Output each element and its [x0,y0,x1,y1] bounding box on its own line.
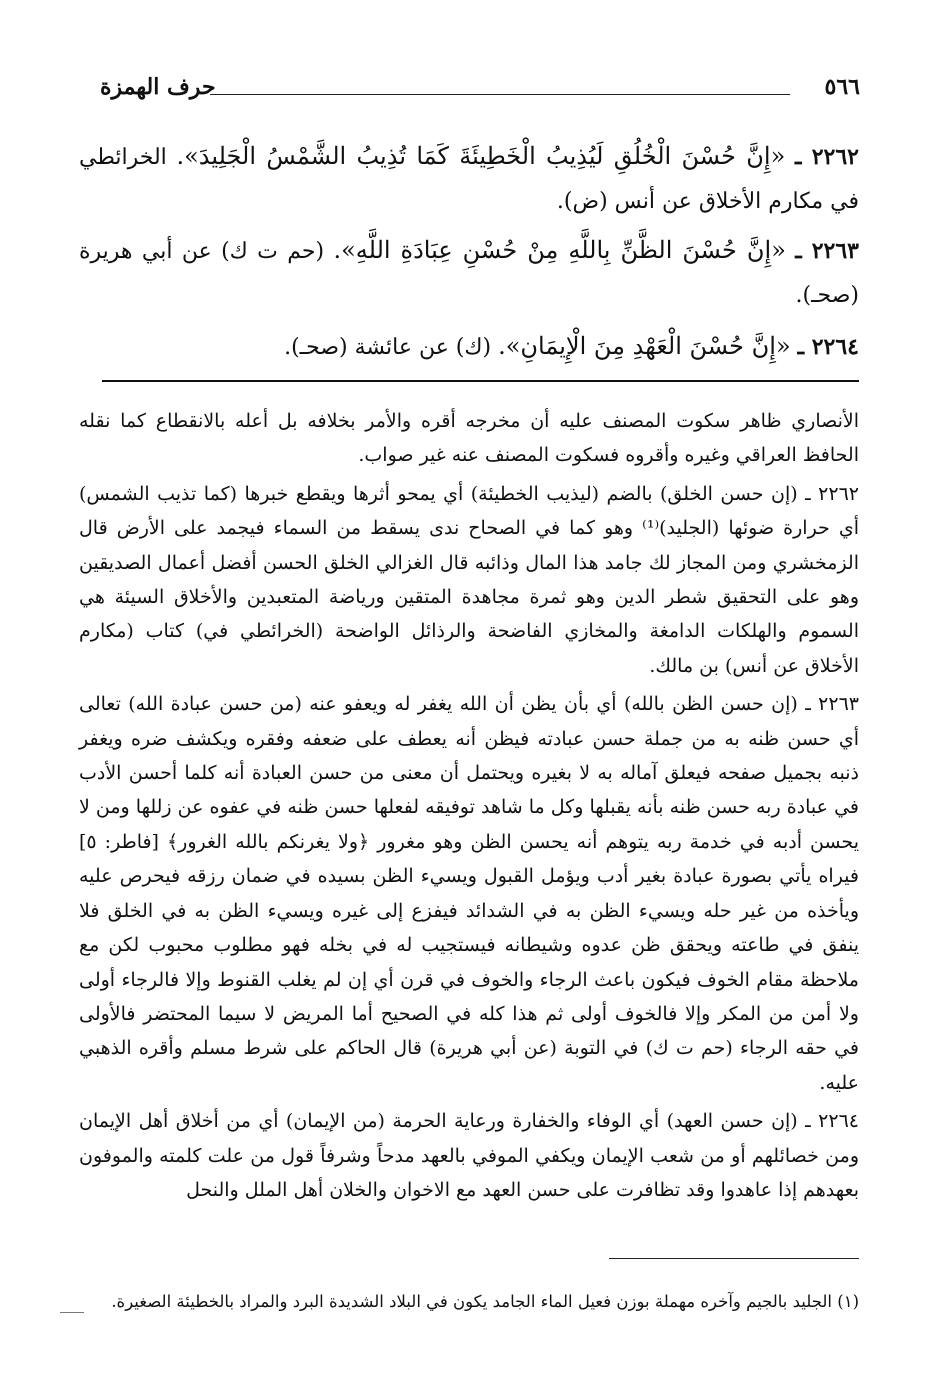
footnote-rule [609,1258,859,1259]
page-number: ٥٦٦ [824,74,860,100]
hadith-2262 [79,134,859,224]
hadith-number: ٢٢٦٢ ـ [794,144,859,170]
section-separator [102,380,859,382]
hadith-2264 [79,324,859,370]
margin-mark [60,1312,84,1313]
hadith-text: «إِنَّ حُسْنَ الْخُلُقِ لَيُذِيبُ الْخَطِيئَةَ كَمَا تُذِيبُ الشَّمْسُ الْجَلِيدَ». [176,142,786,170]
hadith-text: «إِنَّ حُسْنَ الظَّنِّ بِاللَّهِ مِنْ حُسْنِ عِبَادَةِ اللَّهِ». [333,236,786,264]
hadith-source: (ك) عن عائشة (صحـ). [284,335,492,360]
commentary-paragraph: ٢٢٦٣ ـ (إن حسن الظن بالله) أي بأن يظن أن الله يغفر له ويعفو عنه (من حسن عبادة الله) تعالى أي حسن ظنه به من جملة حسن عبادته فيظن أنه يعطف على ضعفه وفقره ويكشف ضره ويغفر ذنبه بجميل صفحه فيعلق آماله به لا بغيره ويحتمل أن معنى من حسن العبادة أنه كلما أحسن الأدب في عبادة ربه حسن ظنه بأنه يقبلها وكل ما شاهد توفيقه لفعلها حسن ظنه في عفوه عن زللها ومن لا يحسن أدبه في خدمة ربه يتوهم أنه يحسن الظن وهو مغرور ﴿ولا يغرنكم بالله الغرور﴾ [فاطر: ٥] فيراه يأتي بصورة عبادة بغير أدب ويؤمل القبول ويسيء الظن بسيده في ضمان رزقه فيحرص عليه ويأخذه من غير حله ويسيء الظن به في الشدائد فيفزع إلى غيره ويسيء الظن به في الخلق فلا ينفق في طاعته ويحقق ظن عدوه وشيطانه فيستجيب له في بخله فهو مطلوب محبوب لكن مع ملاحظة مقام الخوف فيكون باعث الرجاء والخوف في قرن أي إن لم يغلب القنوط وإلا فالرجاء أولى ولا أمن من المكر وإلا فالخوف أولى ثم هذا كله في الصحيح أما المريض لا سيما المحتضر فالأولى في حقه الرجاء (حم ت ك) في التوبة (عن أبي هريرة) قال الحاكم على شرط مسلم وأقره الذهبي عليه. [79,693,859,1094]
hadith-source: (حم ت ك) عن أبي هريرة (صحـ). [79,239,859,308]
page-header [100,74,860,104]
hadith-number: ٢٢٦٣ ـ [795,238,859,264]
hadith-2263 [79,228,859,318]
commentary-paragraph: ٢٢٦٤ ـ (إن حسن العهد) أي الوفاء والخفارة ورعاية الحرمة (من الإيمان) أي من أخلاق أهل الإيمان ومن خصائلهم أو من شعب الإيمان ويكفي الموفي بالعهد مدحاً وشرفاً قول من علت كلمته والموفون بعهدهم إذا عاهدوا وقد تظافرت على حسن العهد مع الاخوان والخلان أهل الملل والنحل [79,1110,859,1201]
commentary-paragraph: ٢٢٦٢ ـ (إن حسن الخلق) بالضم (ليذيب الخطيئة) أي يمحو أثرها ويقطع خبرها (كما تذيب الشمس) أي حرارة ضوئها (الجليد)⁽¹⁾ وهو كما في الصحاح ندى يسقط من السماء فيجمد على الأرض قال الزمخشري ومن المجاز لك جامد هذا المال وذائبه قال الغزالي الخلق الحسن أفضل أعمال الصديقين وهو على التحقيق شطر الدين وهو ثمرة مجاهدة المتقين ورياضة المتعبدين والأخلاق السيئة هي السموم والهلكات الدامغة والمخازي الفاضحة والرذائل الواضحة (الخرائطي في) كتاب (مكارم الأخلاق عن أنس) بن مالك. [79,482,860,677]
hadith-source: الخرائطي في مكارم الأخلاق عن أنس (ض). [79,145,859,214]
commentary-paragraph: الأنصاري ظاهر سكوت المصنف عليه أن مخرجه أقره والأمر بخلافه بل أعله بالانقطاع كما نقله الحافظ العراقي وغيره وأقروه فسكوت المصنف عنه غير صواب. [79,410,859,467]
hadith-number: ٢٢٦٤ ـ [797,334,859,360]
chapter-title: حرف الهمزة [100,74,216,100]
footnote: (١) الجليد بالجيم وآخره مهملة بوزن فعيل الماء الجامد يكون في البلاد الشديدة البرد والمراد بالخطيئة الصغيرة. [111,1292,859,1311]
commentary [79,404,859,1207]
header-rule [210,94,790,95]
hadith-text: «إِنَّ حُسْنَ الْعَهْدِ مِنَ الْإِيمَانِ». [498,332,791,360]
